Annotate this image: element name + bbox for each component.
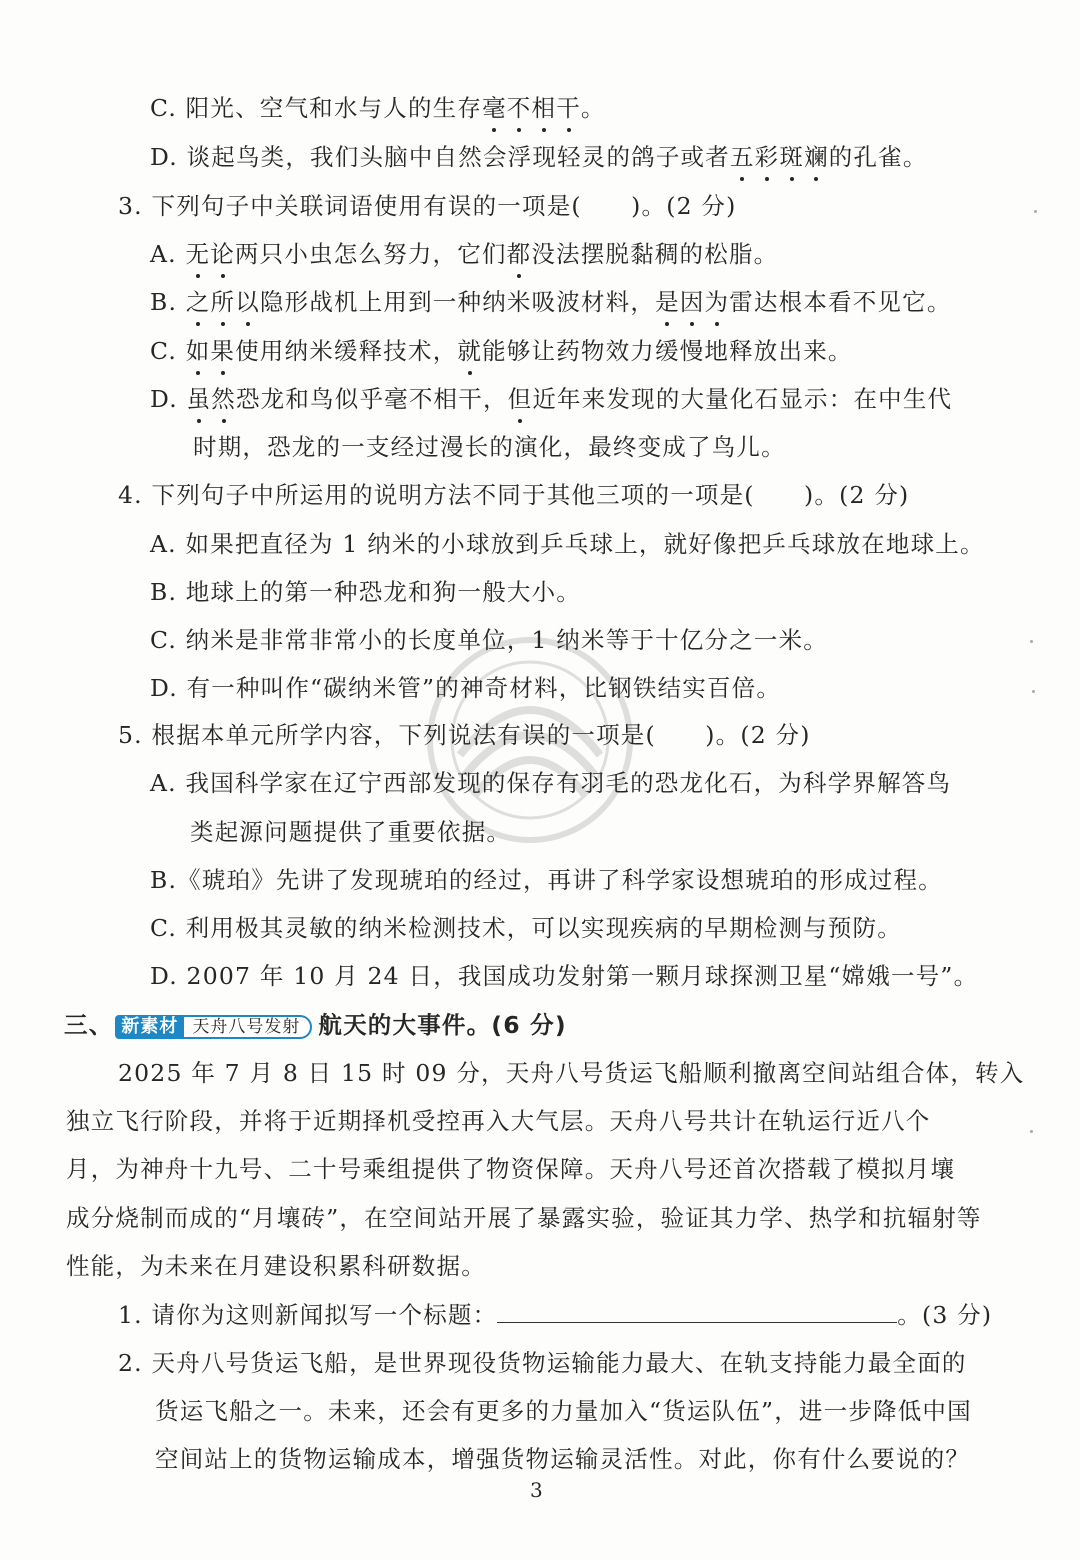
emphasis-char: 彩 [754, 143, 780, 171]
text-span: 没法摆脱黏稠的松脂。 [531, 240, 779, 268]
emphasis-char: 是 [655, 288, 680, 316]
emphasis-char: 就 [457, 337, 483, 365]
text-span: 恐龙和鸟似乎毫不相干， [235, 385, 508, 413]
emphasis-char: 干 [556, 94, 581, 122]
q3-option-d [150, 384, 952, 414]
text-span: C. 阳光、空气和水与人的生存 [150, 94, 483, 122]
q3-option-d-cont: 时期，恐龙的一支经过漫长的演化，最终变成了鸟儿。 [193, 433, 786, 461]
text-span: 两只小虫怎么努力，它们 [234, 240, 507, 268]
emphasis-char: 为 [704, 288, 730, 316]
new-material-badge: 新素材 [115, 1015, 184, 1039]
emphasis-char: 所 [210, 288, 236, 316]
sub-question-2: 2. 天舟八号货运飞船，是世界现役货物运输能力最大、在轨支持能力最全面的 [118, 1349, 967, 1377]
emphasis-char: 无 [185, 240, 211, 268]
text-span: C. [150, 337, 186, 365]
q2-option-c [150, 93, 606, 123]
scan-mark [1034, 210, 1037, 213]
q5-option-b: B.《琥珀》先讲了发现琥珀的经过，再讲了科学家设想琥珀的形成过程。 [150, 866, 943, 894]
emphasis-char: 然 [211, 385, 236, 413]
q3-option-c [150, 336, 853, 366]
emphasis-char: 因 [679, 288, 705, 316]
section-number: 三、 [64, 1011, 114, 1039]
emphasis-char: 虽 [186, 385, 212, 413]
q3-stem: 3. 下列句子中关联词语使用有误的一项是( )。(2 分) [118, 192, 737, 220]
passage-line: 2025 年 7 月 8 日 15 时 09 分，天舟八号货运飞船顺利撤离空间站组合体，转入 [118, 1059, 1025, 1087]
q5-stem: 5. 根据本单元所学内容，下列说法有误的一项是( )。(2 分) [118, 721, 811, 749]
emphasis-char: 之 [185, 288, 211, 316]
text-span: 近年来发现的大量化石显示：在中生代 [532, 385, 953, 413]
answer-blank[interactable] [497, 1300, 897, 1323]
scan-mark [1030, 1130, 1033, 1133]
emphasis-char: 但 [507, 385, 533, 413]
text-span: 隐形战机上用到一种纳米吸波材料， [259, 288, 656, 316]
text-span: 的孔雀。 [828, 143, 928, 171]
page-number: 3 [530, 1478, 543, 1502]
text-span: 雷达根本看不见它。 [729, 288, 952, 316]
q3-option-b [150, 287, 952, 317]
q5-option-a-cont: 类起源问题提供了重要依据。 [190, 818, 512, 846]
text-span: B. [150, 288, 186, 316]
q5-option-c: C. 利用极其灵敏的纳米检测技术，可以实现疾病的早期检测与预防。 [150, 914, 902, 942]
question-score: 。(3 分) [897, 1301, 993, 1329]
topic-badge: 天舟八号发射 [184, 1015, 312, 1039]
q4-option-c: C. 纳米是非常非常小的长度单位，1 纳米等于十亿分之一米。 [150, 626, 829, 654]
sub-question-2-cont: 空间站上的货物运输成本，增强货物运输灵活性。对此，你有什么要说的？ [155, 1445, 971, 1473]
emphasis-char: 如 [185, 337, 211, 365]
q4-option-b: B. 地球上的第一种恐龙和狗一般大小。 [150, 578, 582, 606]
emphasis-char: 论 [210, 240, 235, 268]
q5-option-a: A. 我国科学家在辽宁西部发现的保存有羽毛的恐龙化石，为科学界解答鸟 [150, 769, 952, 797]
scan-mark [1030, 640, 1033, 643]
sub-question-2-cont: 货运飞船之一。未来，还会有更多的力量加入“货运队伍”，进一步降低中国 [155, 1397, 972, 1425]
emphasis-char: 斑 [779, 143, 805, 171]
emphasis-char: 相 [531, 94, 557, 122]
passage-line: 月，为神舟十九号、二十号乘组提供了物资保障。天舟八号还首次搭载了模拟月壤 [66, 1155, 956, 1183]
passage-line: 独立飞行阶段，并将于近期择机受控再入大气层。天舟八号共计在轨运行近八个 [66, 1107, 931, 1135]
emphasis-char: 五 [729, 143, 755, 171]
passage-line: 成分烧制而成的“月壤砖”，在空间站开展了暴露实验，验证其力学、热学和抗辐射等 [66, 1204, 982, 1232]
section-title: 航天的大事件。(6 分) [318, 1011, 567, 1039]
passage-line: 性能，为未来在月建设积累科研数据。 [66, 1252, 486, 1280]
text-span: A. [150, 240, 186, 268]
emphasis-char: 斓 [804, 143, 829, 171]
text-span: 使用纳米缓释技术， [235, 337, 458, 365]
text-span: D. [150, 385, 187, 413]
text-span: 。 [580, 94, 606, 122]
emphasis-char: 都 [506, 240, 532, 268]
text-span: 能够让药物效力缓慢地释放出来。 [482, 337, 853, 365]
emphasis-char: 以 [235, 288, 260, 316]
q3-option-a [150, 239, 778, 269]
section-3-heading [64, 1010, 567, 1040]
text-span: D. 谈起鸟类，我们头脑中自然会浮现轻灵的鸽子或者 [150, 143, 730, 171]
emphasis-char: 不 [506, 94, 532, 122]
emphasis-char: 毫 [482, 94, 507, 122]
q5-option-d: D. 2007 年 10 月 24 日，我国成功发射第一颗月球探测卫星“嫦娥一号”。 [150, 962, 979, 990]
q4-option-a: A. 如果把直径为 1 纳米的小球放到乒乓球上，就好像把乒乓球放在地球上。 [150, 530, 985, 558]
q2-option-d [150, 142, 928, 172]
material-tag [115, 1015, 312, 1039]
q4-stem: 4. 下列句子中所运用的说明方法不同于其他三项的一项是( )。(2 分) [118, 481, 910, 509]
sub-question-1 [118, 1300, 992, 1330]
q4-option-d: D. 有一种叫作“碳纳米管”的神奇材料，比钢铁结实百倍。 [150, 674, 782, 702]
question-text: 1. 请你为这则新闻拟写一个标题： [118, 1301, 498, 1329]
scan-mark [1032, 690, 1035, 693]
emphasis-char: 果 [210, 337, 236, 365]
